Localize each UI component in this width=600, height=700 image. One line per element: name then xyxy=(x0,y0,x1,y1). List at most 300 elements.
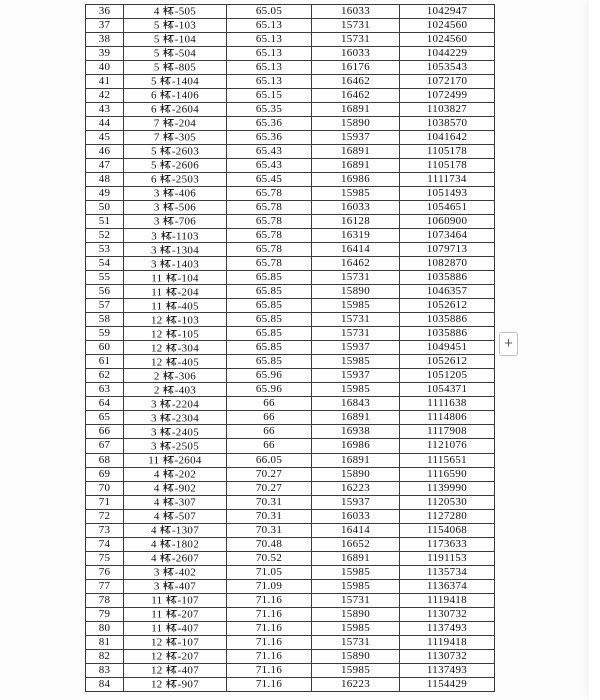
unit-cell: 4 -505 xyxy=(124,5,227,19)
area-cell: 66 xyxy=(227,425,312,439)
total-price-cell: 1079713 xyxy=(400,243,495,257)
table-row xyxy=(86,257,495,271)
dong-character-glyph xyxy=(160,412,171,423)
unit-cell: 3 -2304 xyxy=(124,411,227,425)
total-price-cell: 1049451 xyxy=(400,341,495,355)
row-number-cell: 53 xyxy=(86,243,124,257)
total-price-cell: 1111734 xyxy=(400,173,495,187)
dong-character-glyph xyxy=(166,328,177,339)
unit-price-cell: 16891 xyxy=(312,159,400,173)
row-number-cell: 61 xyxy=(86,355,124,369)
total-price-cell: 1115651 xyxy=(400,453,495,467)
dong-character-glyph xyxy=(160,145,171,156)
total-price-cell: 1139990 xyxy=(400,481,495,495)
unit-cell: 5 -2606 xyxy=(124,159,227,173)
area-cell: 65.43 xyxy=(227,159,312,173)
area-cell: 65.85 xyxy=(227,355,312,369)
unit-cell: 6 -2503 xyxy=(124,173,227,187)
total-price-cell: 1116590 xyxy=(400,467,495,481)
table-row xyxy=(86,369,495,383)
total-price-cell: 1054651 xyxy=(400,201,495,215)
dong-character-glyph xyxy=(160,103,171,114)
area-cell: 65.13 xyxy=(227,47,312,61)
dong-character-glyph xyxy=(166,636,177,647)
row-number-cell: 78 xyxy=(86,593,124,607)
total-price-cell: 1051493 xyxy=(400,187,495,201)
total-price-cell: 1044229 xyxy=(400,47,495,61)
area-cell: 65.85 xyxy=(227,285,312,299)
table-row xyxy=(86,565,495,579)
area-cell: 70.31 xyxy=(227,509,312,523)
unit-price-cell: 15985 xyxy=(312,299,400,313)
unit-price-cell: 16986 xyxy=(312,173,400,187)
area-cell: 71.16 xyxy=(227,649,312,663)
row-number-cell: 71 xyxy=(86,495,124,509)
unit-price-cell: 15731 xyxy=(312,593,400,607)
area-cell: 70.27 xyxy=(227,481,312,495)
row-number-cell: 76 xyxy=(86,565,124,579)
unit-cell: 11 -104 xyxy=(124,271,227,285)
dong-character-glyph xyxy=(166,622,177,633)
unit-cell: 6 -2604 xyxy=(124,103,227,117)
row-number-cell: 79 xyxy=(86,607,124,621)
total-price-cell: 1041642 xyxy=(400,131,495,145)
area-cell: 65.78 xyxy=(227,243,312,257)
table-row xyxy=(86,607,495,621)
total-price-cell: 1191153 xyxy=(400,551,495,565)
area-cell: 65.43 xyxy=(227,145,312,159)
table-row xyxy=(86,453,495,467)
unit-price-cell: 16223 xyxy=(312,481,400,495)
total-price-cell: 1072170 xyxy=(400,75,495,89)
total-price-cell: 1052612 xyxy=(400,355,495,369)
unit-cell: 4 -202 xyxy=(124,467,227,481)
unit-price-cell: 16986 xyxy=(312,439,400,453)
area-cell: 65.96 xyxy=(227,369,312,383)
table-row xyxy=(86,635,495,649)
unit-cell: 2 -403 xyxy=(124,383,227,397)
row-number-cell: 75 xyxy=(86,551,124,565)
unit-cell: 11 -107 xyxy=(124,593,227,607)
total-price-cell: 1105178 xyxy=(400,159,495,173)
unit-cell: 5 -103 xyxy=(124,19,227,33)
unit-cell: 7 -305 xyxy=(124,131,227,145)
total-price-cell: 1136374 xyxy=(400,579,495,593)
unit-price-cell: 15937 xyxy=(312,341,400,355)
area-cell: 71.09 xyxy=(227,579,312,593)
area-cell: 65.35 xyxy=(227,103,312,117)
table-row xyxy=(86,61,495,75)
row-number-cell: 46 xyxy=(86,145,124,159)
row-number-cell: 55 xyxy=(86,271,124,285)
table-row xyxy=(86,159,495,173)
table-row xyxy=(86,537,495,551)
row-number-cell: 73 xyxy=(86,523,124,537)
unit-price-cell: 16033 xyxy=(312,509,400,523)
dong-character-glyph xyxy=(163,5,174,16)
unit-cell: 12 -304 xyxy=(124,341,227,355)
row-number-cell: 70 xyxy=(86,481,124,495)
dong-character-glyph xyxy=(160,524,171,535)
total-price-cell: 1035886 xyxy=(400,327,495,341)
unit-cell: 12 -907 xyxy=(124,677,227,691)
total-price-cell: 1035886 xyxy=(400,271,495,285)
unit-price-cell: 15731 xyxy=(312,271,400,285)
unit-cell: 12 -103 xyxy=(124,313,227,327)
unit-price-cell: 16843 xyxy=(312,397,400,411)
total-price-cell: 1105178 xyxy=(400,145,495,159)
unit-price-cell: 15731 xyxy=(312,33,400,47)
row-number-cell: 72 xyxy=(86,509,124,523)
total-price-cell: 1111638 xyxy=(400,397,495,411)
unit-cell: 12 -405 xyxy=(124,355,227,369)
dong-character-glyph xyxy=(166,356,177,367)
row-number-cell: 50 xyxy=(86,201,124,215)
total-price-cell: 1038570 xyxy=(400,117,495,131)
dong-character-glyph xyxy=(163,454,174,465)
table-row xyxy=(86,495,495,509)
unit-price-cell: 15890 xyxy=(312,649,400,663)
unit-price-cell: 16891 xyxy=(312,453,400,467)
area-cell: 65.15 xyxy=(227,89,312,103)
total-price-cell: 1024560 xyxy=(400,19,495,33)
page-edge-strip xyxy=(589,0,600,700)
table-row xyxy=(86,481,495,495)
unit-cell: 11 -2604 xyxy=(124,453,227,467)
table-row xyxy=(86,411,495,425)
dong-character-glyph xyxy=(160,159,171,170)
dong-character-glyph xyxy=(166,272,177,283)
dong-character-glyph xyxy=(166,594,177,605)
area-cell: 65.85 xyxy=(227,271,312,285)
row-number-cell: 56 xyxy=(86,285,124,299)
unit-cell: 5 -504 xyxy=(124,47,227,61)
row-number-cell: 57 xyxy=(86,299,124,313)
unit-price-cell: 16414 xyxy=(312,243,400,257)
unit-price-cell: 16414 xyxy=(312,523,400,537)
table-row xyxy=(86,579,495,593)
unit-cell: 12 -407 xyxy=(124,663,227,677)
total-price-cell: 1053543 xyxy=(400,61,495,75)
area-cell: 65.85 xyxy=(227,313,312,327)
unit-cell: 3 -706 xyxy=(124,215,227,229)
dong-character-glyph xyxy=(163,215,174,226)
dong-character-glyph xyxy=(160,258,171,269)
unit-price-cell: 15985 xyxy=(312,187,400,201)
unit-cell: 4 -307 xyxy=(124,495,227,509)
unit-price-cell: 15890 xyxy=(312,607,400,621)
dong-character-glyph xyxy=(163,496,174,507)
dong-character-glyph xyxy=(163,580,174,591)
row-number-cell: 47 xyxy=(86,159,124,173)
area-cell: 65.13 xyxy=(227,19,312,33)
area-cell: 65.78 xyxy=(227,187,312,201)
row-number-cell: 62 xyxy=(86,369,124,383)
dong-character-glyph xyxy=(163,33,174,44)
unit-cell: 4 -1307 xyxy=(124,523,227,537)
unit-price-cell: 15890 xyxy=(312,467,400,481)
area-cell: 70.27 xyxy=(227,467,312,481)
area-cell: 70.31 xyxy=(227,495,312,509)
area-cell: 65.78 xyxy=(227,215,312,229)
row-number-cell: 40 xyxy=(86,61,124,75)
unit-cell: 5 -2603 xyxy=(124,145,227,159)
unit-cell: 12 -105 xyxy=(124,327,227,341)
table-row xyxy=(86,299,495,313)
unit-price-cell: 16938 xyxy=(312,425,400,439)
row-number-cell: 68 xyxy=(86,453,124,467)
dong-character-glyph xyxy=(160,440,171,451)
table-row xyxy=(86,425,495,439)
unit-price-cell: 16033 xyxy=(312,5,400,19)
unit-cell: 3 -2505 xyxy=(124,439,227,453)
area-cell: 65.85 xyxy=(227,327,312,341)
unit-cell: 11 -207 xyxy=(124,607,227,621)
row-number-cell: 83 xyxy=(86,663,124,677)
table-row xyxy=(86,355,495,369)
dong-character-glyph xyxy=(160,173,171,184)
area-cell: 70.48 xyxy=(227,537,312,551)
dong-character-glyph xyxy=(166,300,177,311)
unit-price-cell: 16891 xyxy=(312,551,400,565)
area-cell: 65.78 xyxy=(227,257,312,271)
unit-cell: 4 -2607 xyxy=(124,551,227,565)
unit-price-cell: 16891 xyxy=(312,103,400,117)
table-row xyxy=(86,131,495,145)
total-price-cell: 1046357 xyxy=(400,285,495,299)
total-price-cell: 1173633 xyxy=(400,537,495,551)
total-price-cell: 1035886 xyxy=(400,313,495,327)
unit-cell: 3 -506 xyxy=(124,201,227,215)
area-cell: 65.05 xyxy=(227,5,312,19)
dong-character-glyph xyxy=(166,608,177,619)
area-cell: 65.85 xyxy=(227,341,312,355)
total-price-cell: 1060900 xyxy=(400,215,495,229)
row-number-cell: 36 xyxy=(86,5,124,19)
total-price-cell: 1135734 xyxy=(400,565,495,579)
unit-price-cell: 15731 xyxy=(312,19,400,33)
unit-cell: 3 -407 xyxy=(124,579,227,593)
total-price-cell: 1130732 xyxy=(400,607,495,621)
dong-character-glyph xyxy=(160,538,171,549)
total-price-cell: 1120530 xyxy=(400,495,495,509)
area-cell: 71.16 xyxy=(227,663,312,677)
total-price-cell: 1052612 xyxy=(400,299,495,313)
total-price-cell: 1051205 xyxy=(400,369,495,383)
unit-price-cell: 15985 xyxy=(312,663,400,677)
table-row xyxy=(86,33,495,47)
row-number-cell: 38 xyxy=(86,33,124,47)
table-row xyxy=(86,47,495,61)
row-number-cell: 51 xyxy=(86,215,124,229)
table-row xyxy=(86,187,495,201)
total-price-cell: 1121076 xyxy=(400,439,495,453)
row-number-cell: 54 xyxy=(86,257,124,271)
table-row xyxy=(86,467,495,481)
unit-cell: 3 -2405 xyxy=(124,425,227,439)
unit-price-cell: 16462 xyxy=(312,257,400,271)
total-price-cell: 1137493 xyxy=(400,663,495,677)
table-row xyxy=(86,523,495,537)
row-number-cell: 80 xyxy=(86,621,124,635)
dong-character-glyph xyxy=(163,47,174,58)
area-cell: 65.13 xyxy=(227,33,312,47)
total-price-cell: 1082870 xyxy=(400,257,495,271)
dong-character-glyph xyxy=(166,342,177,353)
dong-character-glyph xyxy=(163,61,174,72)
unit-price-cell: 15985 xyxy=(312,355,400,369)
area-cell: 65.78 xyxy=(227,201,312,215)
unit-cell: 3 -1103 xyxy=(124,229,227,243)
dong-character-glyph xyxy=(160,552,171,563)
total-price-cell: 1072499 xyxy=(400,89,495,103)
unit-cell: 5 -1404 xyxy=(124,75,227,89)
total-price-cell: 1042947 xyxy=(400,5,495,19)
area-cell: 71.16 xyxy=(227,635,312,649)
row-number-cell: 60 xyxy=(86,341,124,355)
area-cell: 71.16 xyxy=(227,593,312,607)
total-price-cell: 1024560 xyxy=(400,33,495,47)
unit-price-cell: 16891 xyxy=(312,145,400,159)
row-number-cell: 59 xyxy=(86,327,124,341)
row-number-cell: 42 xyxy=(86,89,124,103)
unit-price-cell: 16128 xyxy=(312,215,400,229)
unit-price-cell: 15985 xyxy=(312,383,400,397)
total-price-cell: 1127280 xyxy=(400,509,495,523)
area-cell: 66 xyxy=(227,439,312,453)
unit-cell: 12 -107 xyxy=(124,635,227,649)
row-number-cell: 52 xyxy=(86,229,124,243)
total-price-cell: 1054371 xyxy=(400,383,495,397)
dong-character-glyph xyxy=(163,566,174,577)
unit-cell: 12 -207 xyxy=(124,649,227,663)
total-price-cell: 1119418 xyxy=(400,635,495,649)
row-number-cell: 39 xyxy=(86,47,124,61)
table-row xyxy=(86,439,495,453)
unit-price-cell: 15937 xyxy=(312,495,400,509)
dong-character-glyph xyxy=(163,384,174,395)
row-number-cell: 67 xyxy=(86,439,124,453)
unit-price-cell: 15731 xyxy=(312,313,400,327)
unit-price-cell: 15985 xyxy=(312,579,400,593)
unit-cell: 3 -406 xyxy=(124,187,227,201)
table-row xyxy=(86,663,495,677)
area-cell: 65.36 xyxy=(227,117,312,131)
dong-character-glyph xyxy=(163,482,174,493)
unit-cell: 3 -402 xyxy=(124,565,227,579)
total-price-cell: 1117908 xyxy=(400,425,495,439)
dong-character-glyph xyxy=(163,370,174,381)
row-number-cell: 45 xyxy=(86,131,124,145)
table-row xyxy=(86,173,495,187)
dong-character-glyph xyxy=(163,187,174,198)
table-row xyxy=(86,551,495,565)
area-cell: 65.13 xyxy=(227,61,312,75)
table-row xyxy=(86,243,495,257)
table-row xyxy=(86,19,495,33)
total-price-cell: 1114806 xyxy=(400,411,495,425)
dong-character-glyph xyxy=(160,398,171,409)
row-number-cell: 64 xyxy=(86,397,124,411)
area-cell: 65.78 xyxy=(227,229,312,243)
table-row xyxy=(86,509,495,523)
unit-price-cell: 16176 xyxy=(312,61,400,75)
area-cell: 65.96 xyxy=(227,383,312,397)
area-cell: 65.45 xyxy=(227,173,312,187)
table-row xyxy=(86,117,495,131)
unit-price-cell: 15985 xyxy=(312,565,400,579)
dong-character-glyph xyxy=(163,19,174,30)
row-number-cell: 82 xyxy=(86,649,124,663)
table-row xyxy=(86,649,495,663)
area-cell: 70.31 xyxy=(227,523,312,537)
zoom-in-button[interactable]: + xyxy=(499,332,518,356)
table-row xyxy=(86,271,495,285)
unit-cell: 11 -407 xyxy=(124,621,227,635)
unit-cell: 6 -1406 xyxy=(124,89,227,103)
unit-cell: 4 -507 xyxy=(124,509,227,523)
row-number-cell: 41 xyxy=(86,75,124,89)
table-row xyxy=(86,285,495,299)
total-price-cell: 1073464 xyxy=(400,229,495,243)
table-row xyxy=(86,677,495,691)
unit-cell: 2 -306 xyxy=(124,369,227,383)
table-row xyxy=(86,383,495,397)
unit-price-cell: 15985 xyxy=(312,621,400,635)
row-number-cell: 69 xyxy=(86,467,124,481)
unit-cell: 5 -805 xyxy=(124,61,227,75)
total-price-cell: 1154429 xyxy=(400,677,495,691)
dong-character-glyph xyxy=(160,426,171,437)
dong-character-glyph xyxy=(166,678,177,689)
unit-cell: 5 -104 xyxy=(124,33,227,47)
table-row xyxy=(86,593,495,607)
dong-character-glyph xyxy=(160,89,171,100)
unit-price-cell: 15937 xyxy=(312,369,400,383)
table-row xyxy=(86,341,495,355)
table-row xyxy=(86,313,495,327)
row-number-cell: 63 xyxy=(86,383,124,397)
table-row xyxy=(86,397,495,411)
dong-character-glyph xyxy=(163,468,174,479)
unit-cell: 3 -1304 xyxy=(124,243,227,257)
row-number-cell: 48 xyxy=(86,173,124,187)
dong-character-glyph xyxy=(163,131,174,142)
dong-character-glyph xyxy=(160,75,171,86)
area-cell: 65.13 xyxy=(227,75,312,89)
area-cell: 66.05 xyxy=(227,453,312,467)
table-row xyxy=(86,145,495,159)
table-row xyxy=(86,621,495,635)
unit-price-cell: 15731 xyxy=(312,327,400,341)
dong-character-glyph xyxy=(163,201,174,212)
total-price-cell: 1119418 xyxy=(400,593,495,607)
unit-price-cell: 16319 xyxy=(312,229,400,243)
unit-price-cell: 15890 xyxy=(312,285,400,299)
table-row xyxy=(86,201,495,215)
unit-price-cell: 15890 xyxy=(312,117,400,131)
row-number-cell: 66 xyxy=(86,425,124,439)
unit-cell: 7 -204 xyxy=(124,117,227,131)
table-row xyxy=(86,215,495,229)
dong-character-glyph xyxy=(166,286,177,297)
unit-price-cell: 15731 xyxy=(312,635,400,649)
table-body xyxy=(86,5,495,692)
area-cell: 71.16 xyxy=(227,607,312,621)
area-cell: 66 xyxy=(227,411,312,425)
table-row xyxy=(86,75,495,89)
row-number-cell: 58 xyxy=(86,313,124,327)
